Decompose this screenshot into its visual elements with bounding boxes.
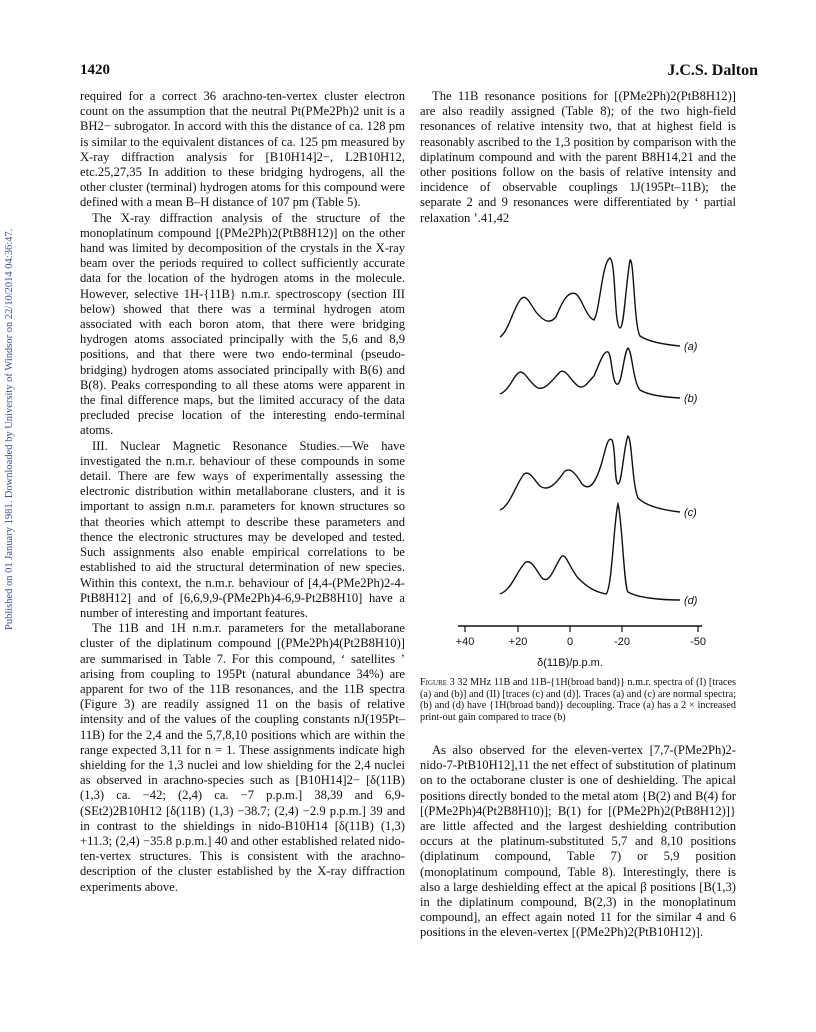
tick-label: -50 bbox=[690, 636, 706, 648]
right-column-bottom bbox=[420, 743, 736, 941]
trace-label-c: (c) bbox=[684, 507, 697, 519]
paragraph: The 11B resonance positions for [(PMe2Ph)2(PtB8H12)] are also readily assigned (Table 8); of the two high-field resonances of relative intensity two, that at highest field is reasonably ascribed to the 1,3 position by comparison with the diplatinum compound and with the parent B8H14,21 and the other positions follow on the basis of relative intensity and incidence of observable couplings 1J(195Pt–11B); the separate 2 and 9 resonances were differentiated by ‘ partial relaxation ’.41,42 bbox=[420, 89, 736, 225]
tick-label: +20 bbox=[508, 636, 528, 648]
paragraph: As also observed for the eleven-vertex [7,7-(PMe2Ph)2-nido-7-PtB10H12],11 the net effect of substitution of platinum on to the octaborane cluster is one of deshielding. The apical positions directly bonded to the metal atom {B(2) and B(4) for [(PMe2Ph)4(Pt2B8H10)]; B(1) for [(PMe2Ph)2(PtB8H12)]} are little affected and the largest deshielding contribution occurs at the platinum-substituted 5,7 and 8,10 positions (diplatinum compound, Table 7) or 5,9 position (monoplatinum compound, Table 8). Interestingly, there is also a large deshielding effect at the apical β positions [B(1,3) in the diplatinum compound, B(2,3) in the monoplatinum compound], an effect again noted 11 for the similar 4 and 6 positions in the eleven-vertex [(PMe2Ph)2(PtB10H12)]. bbox=[420, 743, 736, 940]
left-column bbox=[80, 89, 405, 895]
nmr-spectra-figure bbox=[430, 222, 730, 674]
trace-b bbox=[500, 348, 680, 398]
tick-label: +40 bbox=[455, 636, 475, 648]
journal-name: J.C.S. Dalton bbox=[667, 62, 758, 79]
download-notice[interactable]: Published on 01 January 1981. Downloaded by University of Windsor on 22/10/2014 04:36:47. bbox=[4, 228, 15, 630]
right-column-top bbox=[420, 89, 736, 226]
trace-label-d: (d) bbox=[684, 595, 698, 607]
figure-caption bbox=[420, 677, 736, 723]
paragraph: III. Nuclear Magnetic Resonance Studies.—We have investigated the n.m.r. behaviour of these compounds in some detail. There are few ways of experimentally assessing the electronic distribution within metallaborane clusters, and it is important to assign n.m.r. parameters for known structures so that theories which attempt to describe these parameters and thence the electronic structures may be developed and tested. Such assignments also enable empirical correlations to be established to aid the structural determination of new species. Within this context, the n.m.r. behaviour of [4,4-(PMe2Ph)2-4-PtB8H12] and of [6,6,9,9-(PMe2Ph)4-6,9-Pt2B8H10] have a number of interesting and important features. bbox=[80, 438, 405, 620]
paragraph: The 11B and 1H n.m.r. parameters for the metallaborane cluster of the diplatinum compound [(PMe2Ph)4(Pt2B8H10)] are summarised in Table 7. For this compound, ‘ satellites ’ arising from coupling to 195Pt (natural abundance 34%) are apparent for two of the 11B resonances, and the 11B spectra (Figure 3) are readily assigned 11 on the basis of relative intensity and of the values of the coupling constants nJ(195Pt–11B) for the 2,4 and the 5,7,8,10 positions which are within the range expected 3,11 for n = 1. These assignments indicate high shielding for the 1,3 nuclei and low shielding for the 2,4 nuclei as observed in arachno-species such as [B10H14]2− [δ(11B) (1,3) ca. −42; (2,4) ca. −7 p.p.m.] 38,39 and 6,9-(SEt2)2B10H12 [δ(11B) (1,3) −38.7; (2,4) −2.9 p.p.m.] 39 and in contrast to the shieldings in nido-B10H14 [δ(11B) (1,3) +11.3; (2,4) −35.8 p.p.m.] 40 and other established related nido-ten-vertex structures. This is consistent with the arachno-description of the cluster established by the X-ray diffraction experiments above. bbox=[80, 621, 405, 894]
tick-label: -20 bbox=[614, 636, 630, 648]
trace-d bbox=[500, 504, 680, 600]
paragraph: required for a correct 36 arachno-ten-vertex cluster electron count on the assumption that the neutral Pt(PMe2Ph)2 unit is a BH2− subrogator. In accord with this the distance of ca. 128 pm is similar to the equivalent distances of ca. 125 pm measured by X-ray diffraction analysis for [B10H14]2−, L2B10H12, etc.25,27,35 In addition to these bridging hydrogens, all the other cluster (terminal) hydrogen atoms for this compound were defined with a mean B–H distance of 107 pm (Table 5). bbox=[80, 89, 405, 210]
trace-label-b: (b) bbox=[684, 393, 698, 405]
axis-title: δ(11B)/p.p.m. bbox=[537, 657, 603, 669]
trace-a bbox=[500, 258, 680, 346]
trace-label-a: (a) bbox=[684, 341, 698, 353]
caption-text: 32 MHz 11B and 11B-{1H(broad band)} n.m.r. spectra of (I) [traces (a) and (b)] and (II) [traces (c) and (d)]. Traces (a) and (c) are normal spectra; (b) and (d) have {1H(broad band)} decoupling. Trace (a) has a 2 × increased print-out gain compared to trace (b) bbox=[420, 677, 736, 723]
page-number: 1420 bbox=[80, 62, 110, 78]
paragraph: The X-ray diffraction analysis of the structure of the monoplatinum compound [(PMe2Ph)2(PtB8H12)] on the other hand was limited by decomposition of the crystals in the X-ray beam over the periods required to collect sufficiently accurate data for the location of the hydrogen atoms in the molecule. However, selective 1H-{11B} n.m.r. spectroscopy (section III below) showed that there was a terminal hydrogen atom associated with each boron atom, that there were bridging hydrogen atoms associated principally with the 5,6 and 8,9 positions, and that there were two endo-terminal (pseudo-bridging) hydrogen atoms associated principally with B(6) and B(8). Peaks corresponding to all these atoms were apparent in the final difference maps, but the limited accuracy of the data precluded precise location of the interesting endo-terminal atoms. bbox=[80, 210, 405, 438]
trace-c bbox=[500, 436, 680, 512]
caption-lead: Figure 3 bbox=[420, 677, 455, 688]
tick-label: 0 bbox=[566, 636, 574, 648]
